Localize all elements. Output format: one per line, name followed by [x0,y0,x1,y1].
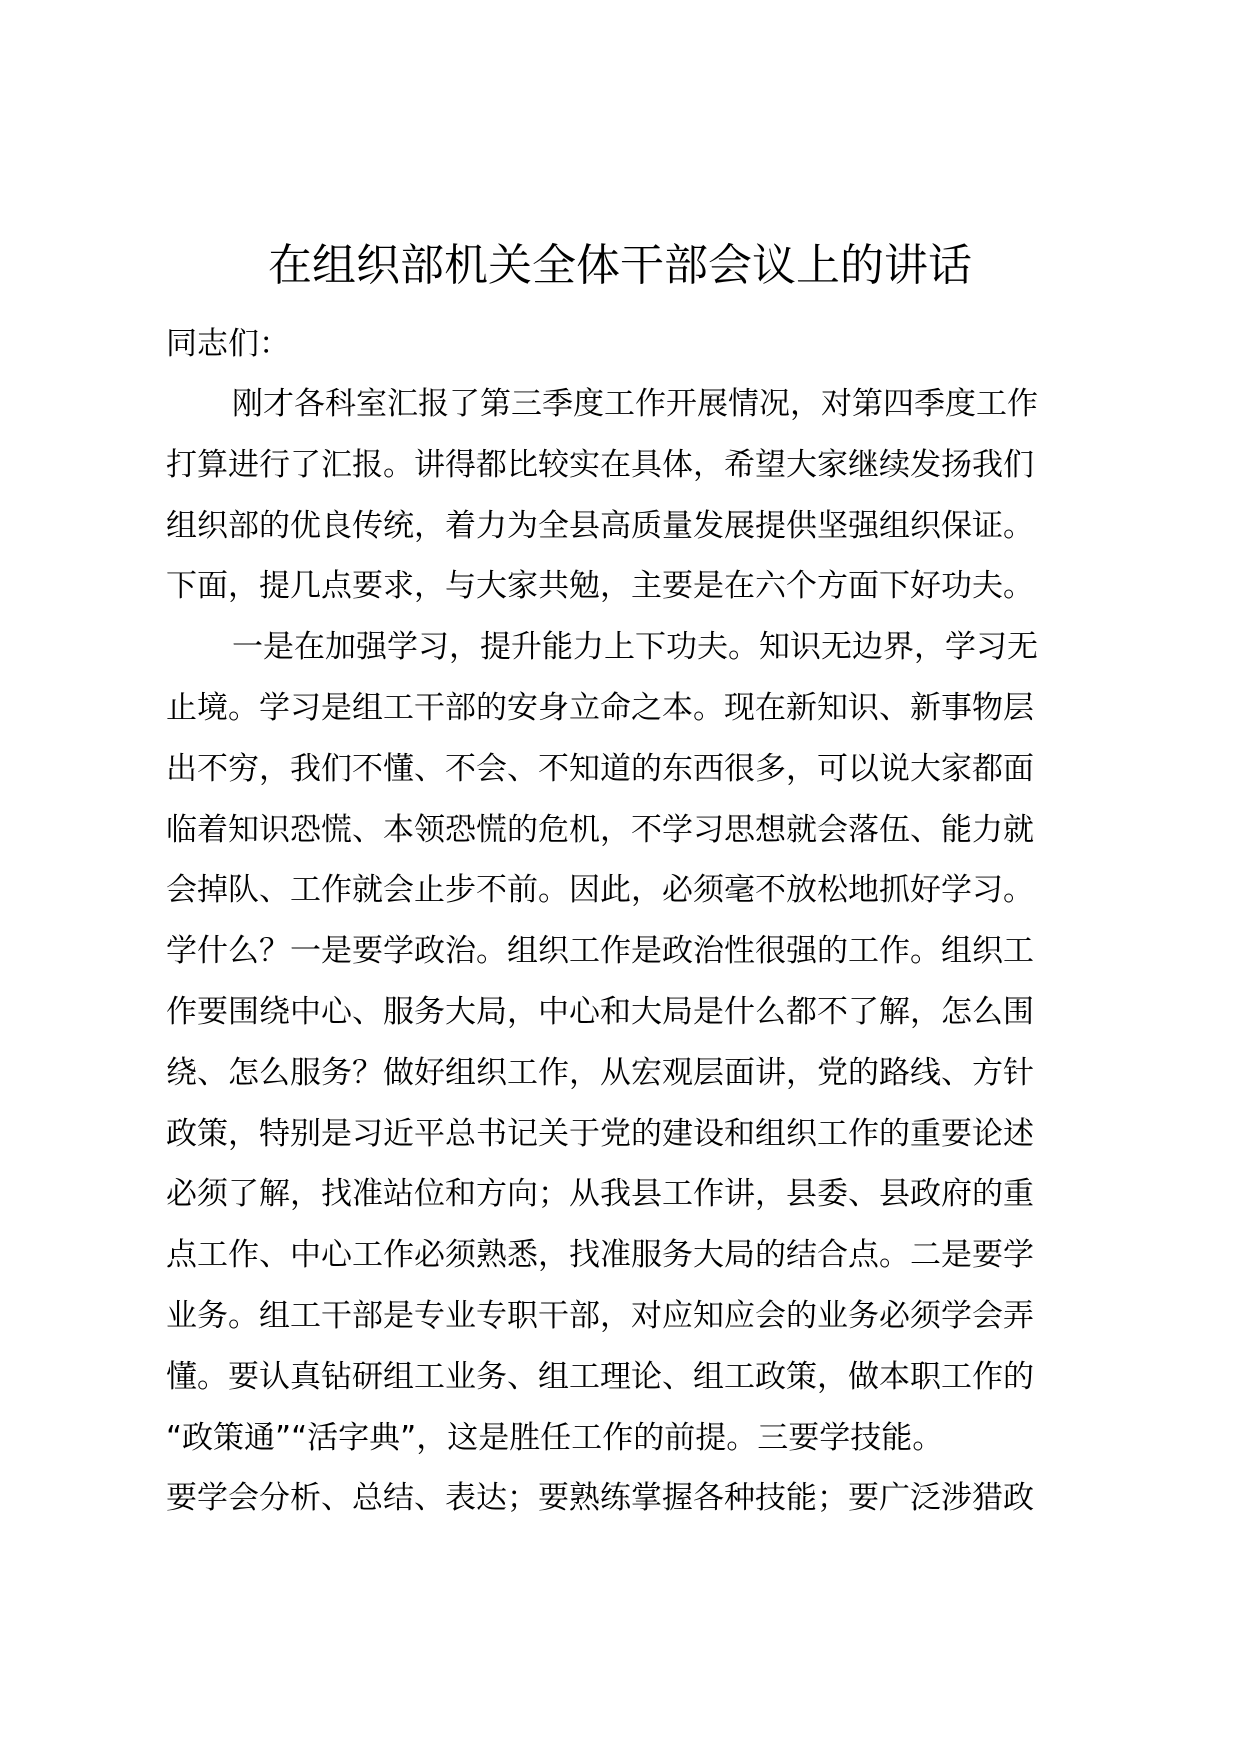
paragraph-line: 组织部的优良传统，着力为全县高质量发展提供坚强组织保证。 [166,507,1034,544]
paragraph-line: 打算进行了汇报。讲得都比较实在具体，希望大家继续发扬我们 [166,446,1034,483]
paragraph-line: 刚才各科室汇报了第三季度工作开展情况，对第四季度工作 [232,386,1038,422]
paragraph-line: 临着知识恐慌、本领恐慌的危机，不学习思想就会落伍、能力就 [166,811,1034,848]
paragraph-line: 学什么？一是要学政治。组织工作是政治性很强的工作。组织工 [166,933,1034,970]
paragraph-line: “政策通”“活字典”，这是胜任工作的前提。三要学技能。 [166,1419,944,1456]
paragraph-line: 绕、怎么服务？做好组织工作，从宏观层面讲，党的路线、方针 [166,1054,1034,1091]
paragraph-line: 懂。要认真钻研组工业务、组工理论、组工政策，做本职工作的 [166,1358,1034,1395]
paragraph-line: 止境。学习是组工干部的安身立命之本。现在新知识、新事物层 [166,689,1034,726]
paragraph-line: 出不穷，我们不懂、不会、不知道的东西很多，可以说大家都面 [166,750,1034,787]
paragraph-line: 下面，提几点要求，与大家共勉，主要是在六个方面下好功夫。 [166,568,1034,605]
paragraph-line: 作要围绕中心、服务大局，中心和大局是什么都不了解，怎么围 [166,993,1034,1030]
salutation: 同志们： [166,326,290,362]
paragraph-line: 点工作、中心工作必须熟悉，找准服务大局的结合点。二是要学 [166,1237,1034,1274]
document-title: 在组织部机关全体干部会议上的讲话 [268,240,972,291]
paragraph-line: 业务。组工干部是专业专职干部，对应知应会的业务必须学会弄 [166,1297,1034,1334]
paragraph-line: 必须了解，找准站位和方向；从我县工作讲，县委、县政府的重 [166,1176,1034,1213]
document-body [166,314,1126,1529]
paragraph-line: 要学会分析、总结、表达；要熟练掌握各种技能；要广泛涉猎政 [166,1480,1034,1517]
paragraph-line: 一是在加强学习，提升能力上下功夫。知识无边界，学习无 [232,629,1038,666]
paragraph-line: 政策，特别是习近平总书记关于党的建设和组织工作的重要论述 [166,1115,1034,1152]
paragraph-line: 会掉队、工作就会止步不前。因此，必须毫不放松地抓好学习。 [166,872,1034,909]
